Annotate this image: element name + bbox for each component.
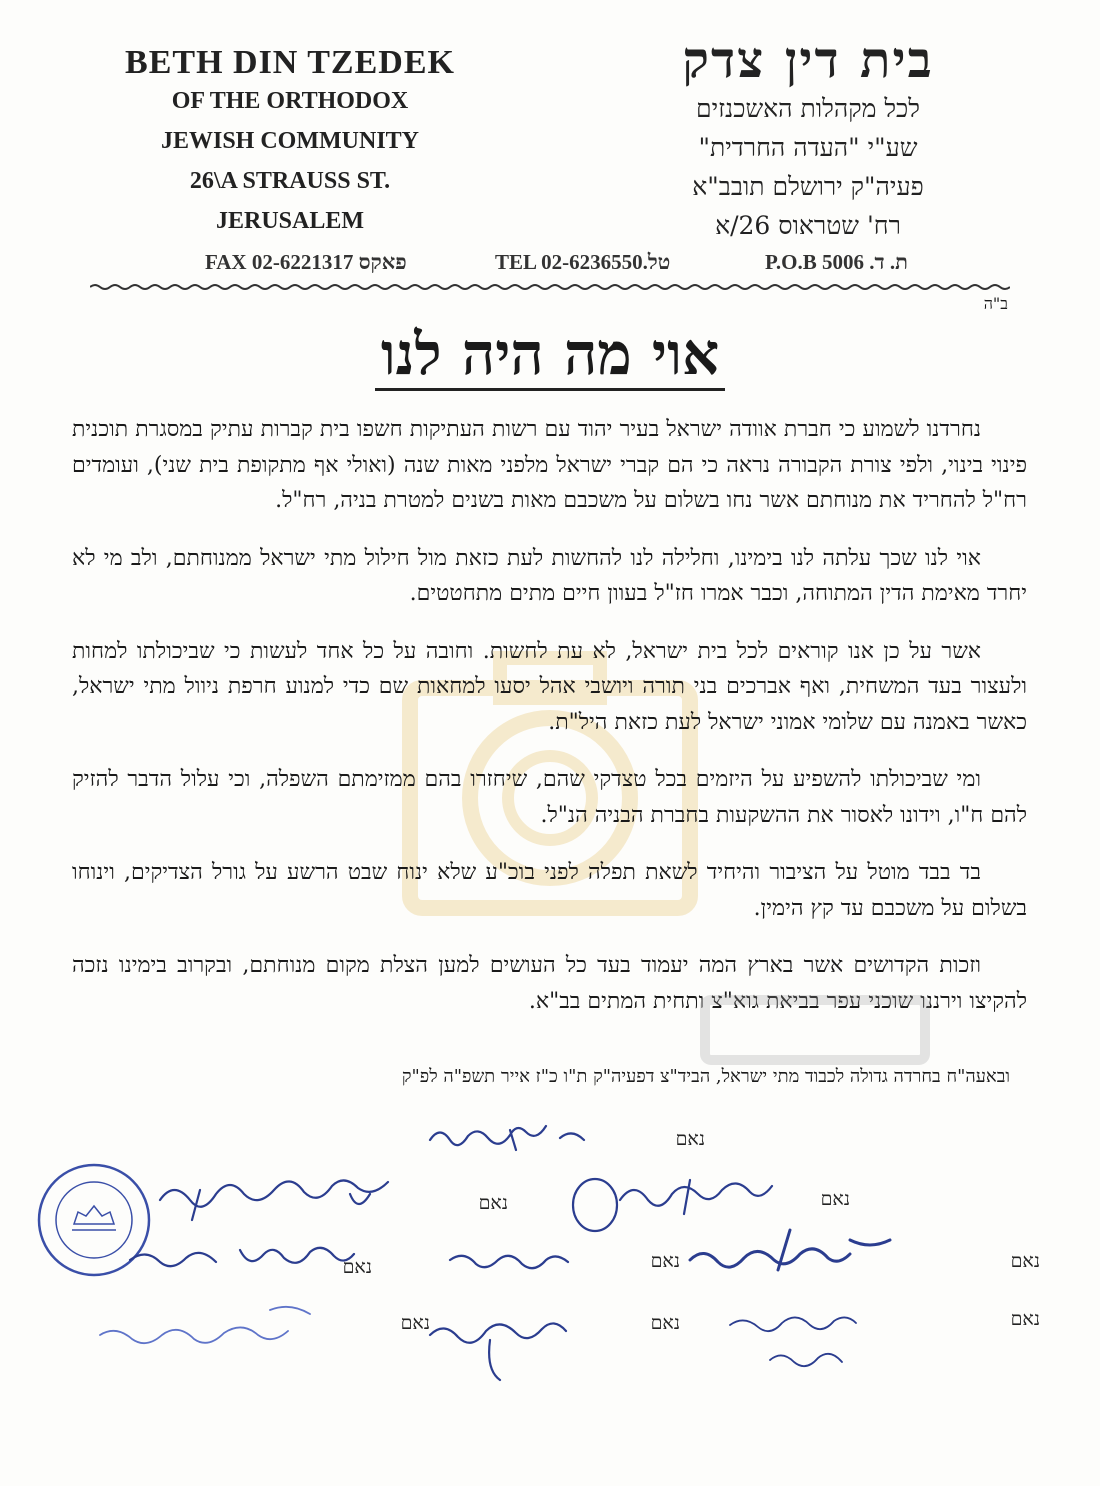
letterhead-en-city: JERUSALEM (215, 208, 365, 234)
signature-label: נאם (675, 1128, 705, 1150)
body-paragraph: וזכות הקדושים אשר בארץ המה יעמוד בעד כל העושים למען הצלת מקום מנוחתם, ובקרוב בימינו נזכה להקיצו וירננו שוכני עפר בביאת גוא"צ ותחית המתים בב"א. (72, 953, 1027, 1014)
signature-label: נאם (1010, 1308, 1040, 1330)
signature-label: נאם (400, 1312, 430, 1334)
signatures-icon (90, 1110, 1090, 1400)
po-box: P.O.B 5006 .ת. ד (765, 250, 908, 274)
signature-label: נאם (478, 1192, 508, 1214)
signature-label: נאם (650, 1312, 680, 1334)
bh-abbreviation: ב"ה (983, 294, 1008, 313)
signature-label: נאם (342, 1256, 372, 1278)
body-paragraph: ומי שביכולתו להשפיע על היזמים בכל טצדקי שהם, שיחזרו בהם ממזימתם השפלה, וכי עלול הדבר להזיק להם ח"ו, וידונו לאסור את ההשקעות בחברת הבניה הנ"ל. (72, 767, 1027, 828)
tel-number: TEL 02-6236550.טל (495, 250, 671, 274)
letter-body (72, 412, 1027, 1041)
letterhead-en-name: BETH DIN TZEDEK (125, 44, 455, 81)
letterhead-he-address: רח' שטראוס 26/א (715, 211, 901, 240)
body-paragraph: בד בבד מוטל על הציבור והיחיד לשאת תפלה לפני בוכ"ע שלא ינוח שבט הרשע על גורל הצדיקים, וינוחו בשלום על משכבם עד קץ הימין. (72, 860, 1027, 921)
letterhead-he-line: פעיה"ק ירושלם תובב"א (692, 172, 924, 201)
letterhead-he-name: בית דין צדק (682, 30, 934, 89)
closing-line: ובאעה"ח בחרדה גדולה לכבוד מתי ישראל, הביד"צ דפעיה"ק ת"ו כ"ז אייר תשפ"ה לפ"ק (401, 1066, 1010, 1087)
header-divider (90, 283, 1010, 291)
document-title (0, 320, 1100, 388)
body-paragraph: אוי לנו שכך עלתה לנו בימינו, וחלילה לנו להחשות לעת כזאת מול חילול מתי ישראל ממנוחתם, ולב מי לא יחרד מאימת הדין המתוחה, וכבר אמרו חז"ל בעוון חיים מתים מתחטטים. (72, 545, 1027, 606)
letterhead-he-line: לכל מקהלות האשכנזים (696, 94, 920, 123)
document-title-text: אוי מה היה לנו (375, 320, 725, 391)
fax-number: FAX 02-6221317 פאקס (205, 250, 407, 274)
body-paragraph: נחרדנו לשמוע כי חברת אוודה ישראל בעיר יהוד עם רשות העתיקות חשפו בית קברות עתיק במסגרת תוכנית פינוי בינוי, ולפי צורת הקבורה נראה כי הם קברי ישראל מלפני מאות שנה (ואולי אף מתקופת בית שני), ועומדים רח"ל להחריד את מנוחתם אשר נחו בשלום על משכבם מאות בשנים למטרת בניה, רח"ל. (72, 417, 1027, 513)
signature-label: נאם (1010, 1250, 1040, 1272)
signature-label: נאם (820, 1188, 850, 1210)
letterhead-he-line: שע"י "העדה החרדית" (698, 133, 918, 162)
letterhead-en-line: JEWISH COMMUNITY (160, 128, 419, 154)
body-paragraph: אשר על כן אנו קוראים לכל בית ישראל, לא עת לחשות. וחובה על כל אחד לעשות כי שביכולתו למחות ולעצור בעד המשחית, ואף אברכים בני תורה ויושבי אהל יסעו למחאות שם כדי למנוע חרפת ניוול מתי ישראל, כאשר באמנה עם שלומי אמוני ישראל לעת כזאת היל"ת. (72, 638, 1027, 735)
letterhead-en-address: 26\A STRAUSS ST. (189, 168, 391, 194)
letterhead-en-line: OF THE ORTHODOX (171, 88, 409, 114)
watermark-text-icon (700, 990, 930, 1070)
signature-label: נאם (650, 1250, 680, 1272)
